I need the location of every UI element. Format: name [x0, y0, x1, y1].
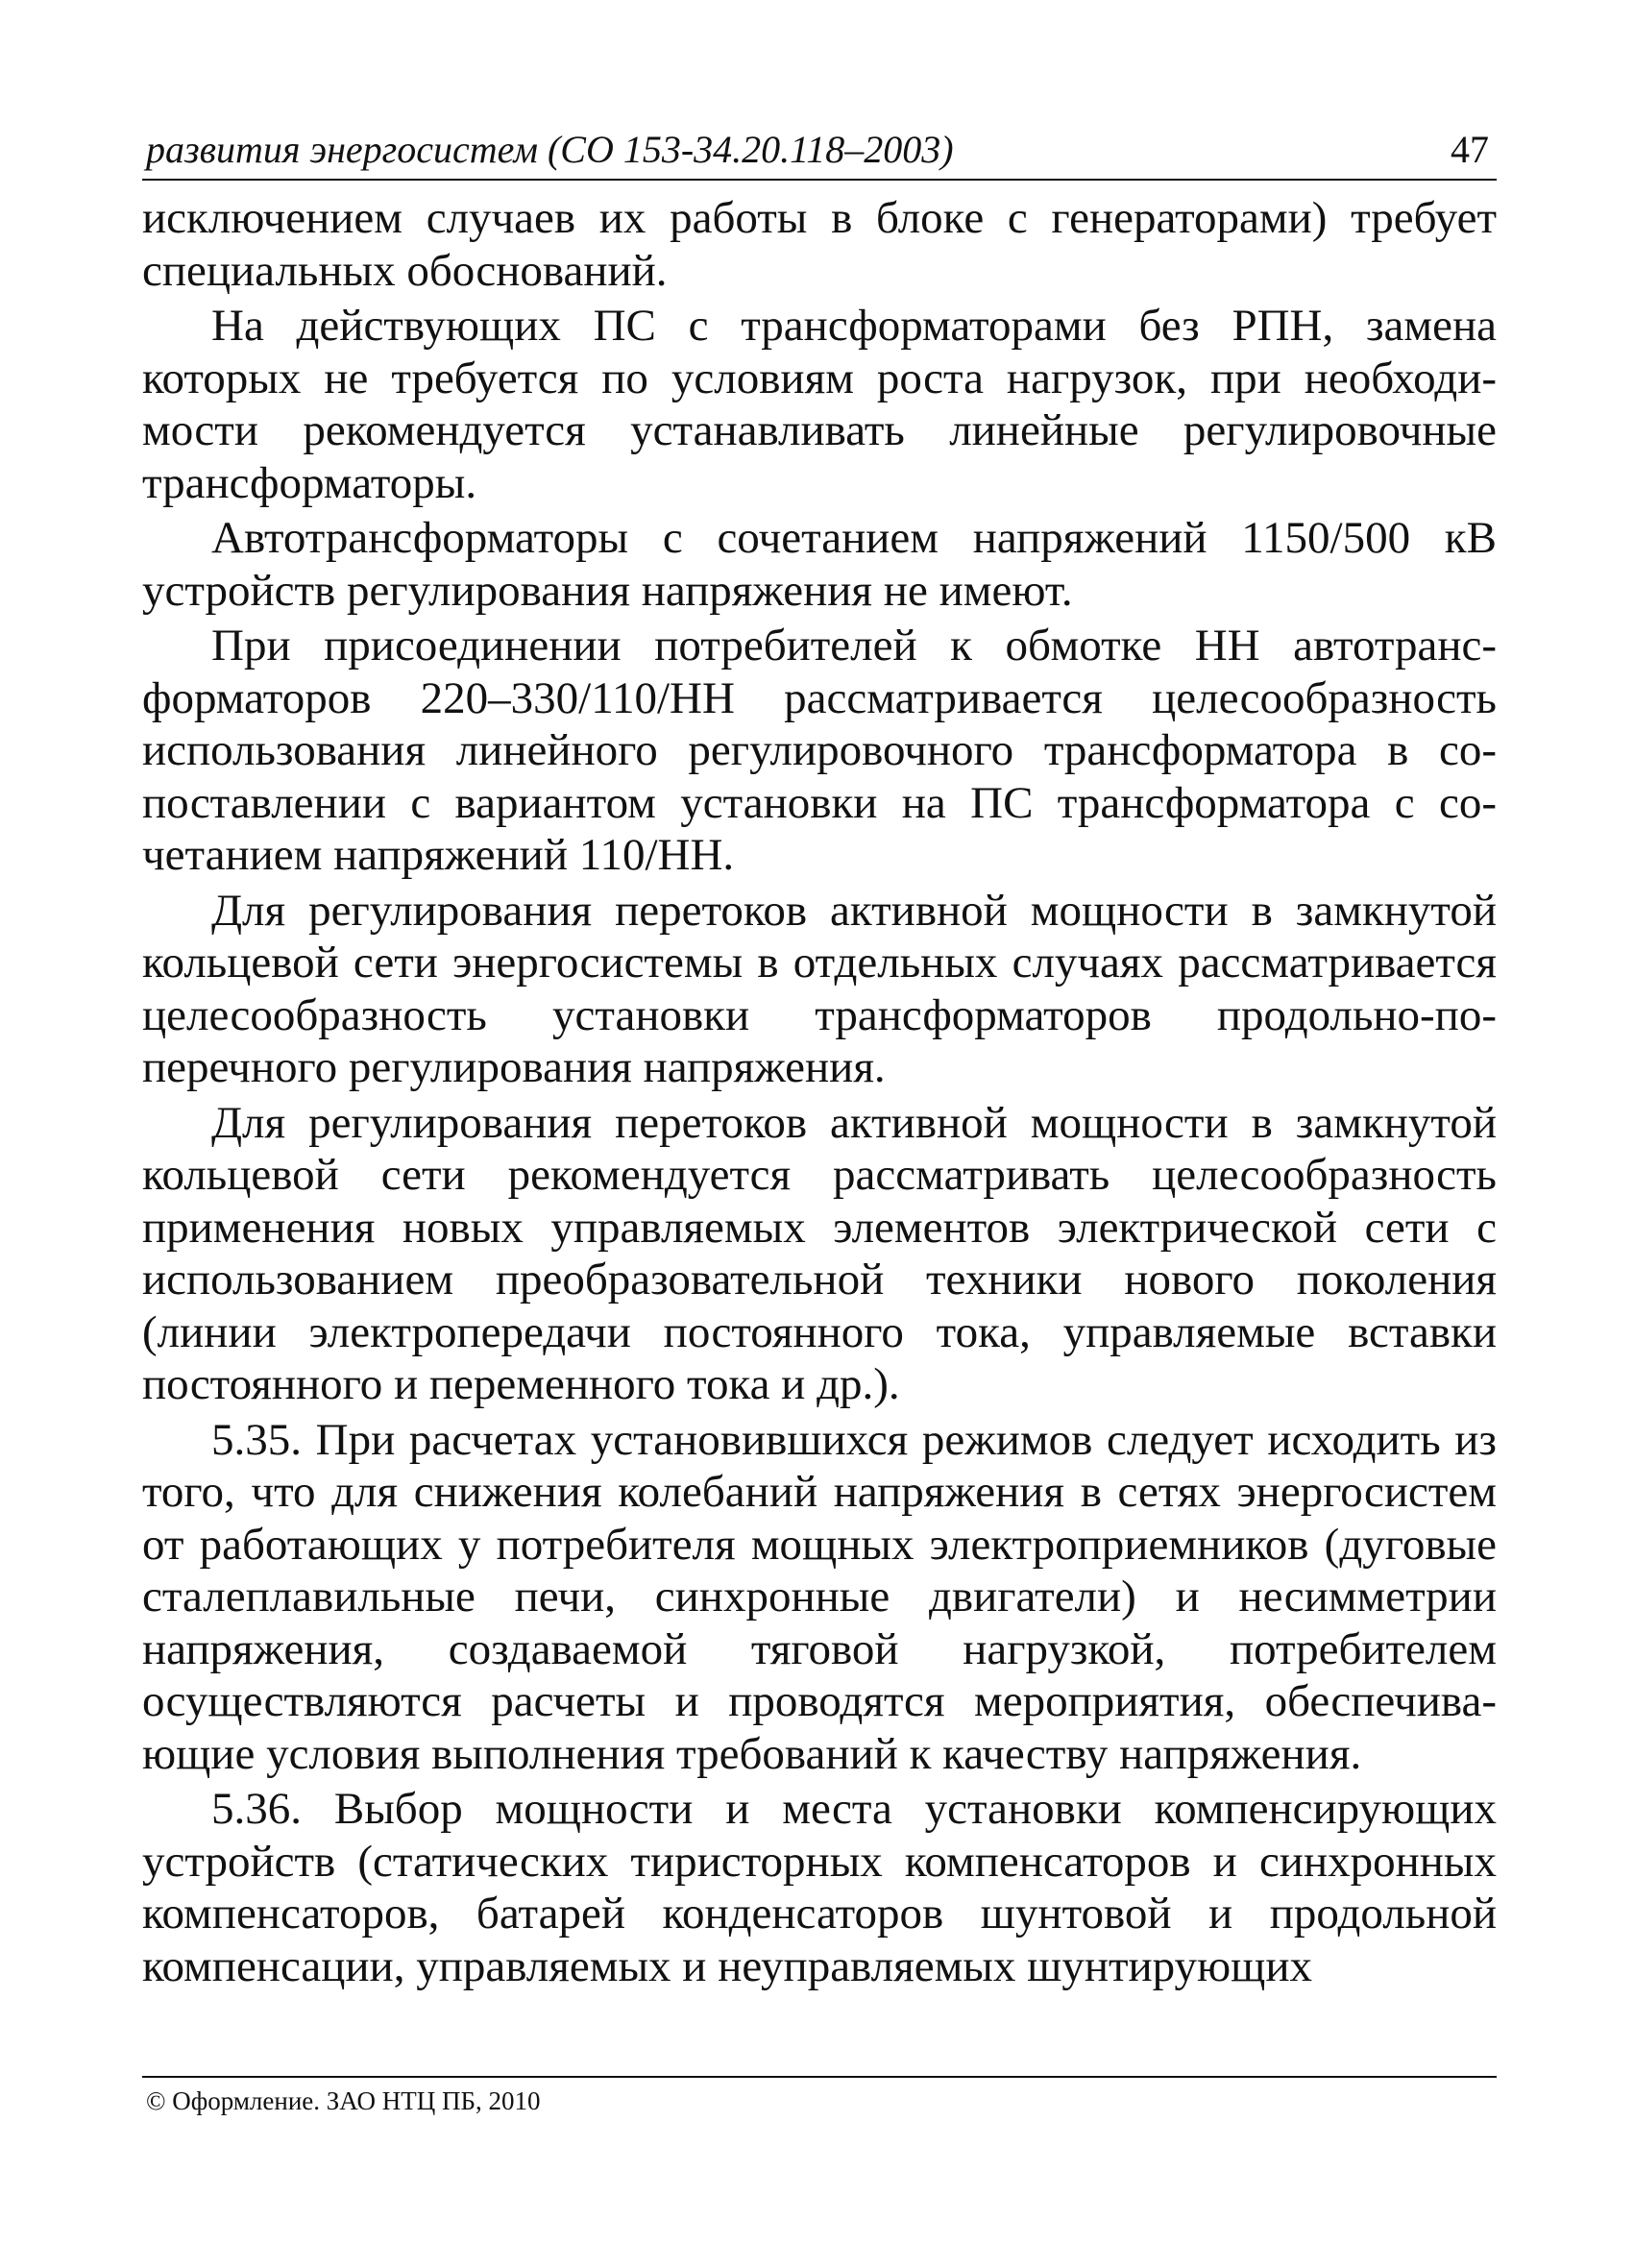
paragraph: Автотрансформаторы с сочетанием напряжений 1150/500 кВ устройств регулирования напряжения не имеют. [142, 513, 1497, 616]
paragraph: Для регулирования перетоков активной мощности в замкнутой кольцевой сети энергосистемы в отдельных случаях рассматривается целесообразность установки трансформаторов продольно-поперечного регулирования напряжения. [142, 885, 1497, 1092]
paragraph: Для регулирования перетоков активной мощности в замкнутой кольцевой сети рекомендуется рассматривать целесообразность применения новых управляемых элементов электрической сети с использованием преобразовательной техники нового поколения (линии электропередачи постоянного тока, управляемые вставки постоянного и переменного тока и др.). [142, 1097, 1497, 1409]
paragraph-section-5-36: 5.36. Выбор мощности и места установки компенсирующих устройств (статических тиристорных компенсаторов и синхронных компенсаторов, батарей конденсаторов шунтовой и продольной компенсации, управляемых и неуправляемых шунтирующих [142, 1784, 1497, 1991]
paragraph: При присоединении потребителей к обмотке НН автотрансформаторов 220–330/110/НН рассматривается целесообразность использования линейного регулировочного трансформатора в сопоставлении с вариантом установки на ПС трансформатора с сочетанием напряжений 110/НН. [142, 621, 1497, 880]
paragraph-section-5-35: 5.35. При расчетах установившихся режимов следует исходить из того, что для снижения колебаний напряжения в сетях энергосистем от работающих у потребителя мощных электроприемников (дуговые сталеплавильные печи, синхронные двигатели) и несимметрии напряжения, создаваемой тяговой нагрузкой, потребителем осуществляются расчеты и проводятся мероприятия, обеспечивающие условия выполнения требований к качеству напряжения. [142, 1414, 1497, 1779]
running-title: развития энергосистем (СО 153-34.20.118–2003) [146, 128, 954, 171]
copyright-footer: © Оформление. ЗАО НТЦ ПБ, 2010 [146, 2086, 541, 2115]
footer-divider [142, 2076, 1497, 2078]
body-text [142, 192, 1497, 1992]
page-number: 47 [1451, 128, 1489, 171]
paragraph-continuation: исключением случаев их работы в блоке с генераторами) требует специальных обоснований. [142, 193, 1497, 296]
page-header [142, 125, 1497, 181]
document-page [142, 125, 1497, 2219]
paragraph: На действующих ПС с трансформаторами без РПН, замена которых не требуется по условиям роста нагрузок, при необходимости рекомендуется устанавливать линейные регулировочные трансформаторы. [142, 301, 1497, 508]
